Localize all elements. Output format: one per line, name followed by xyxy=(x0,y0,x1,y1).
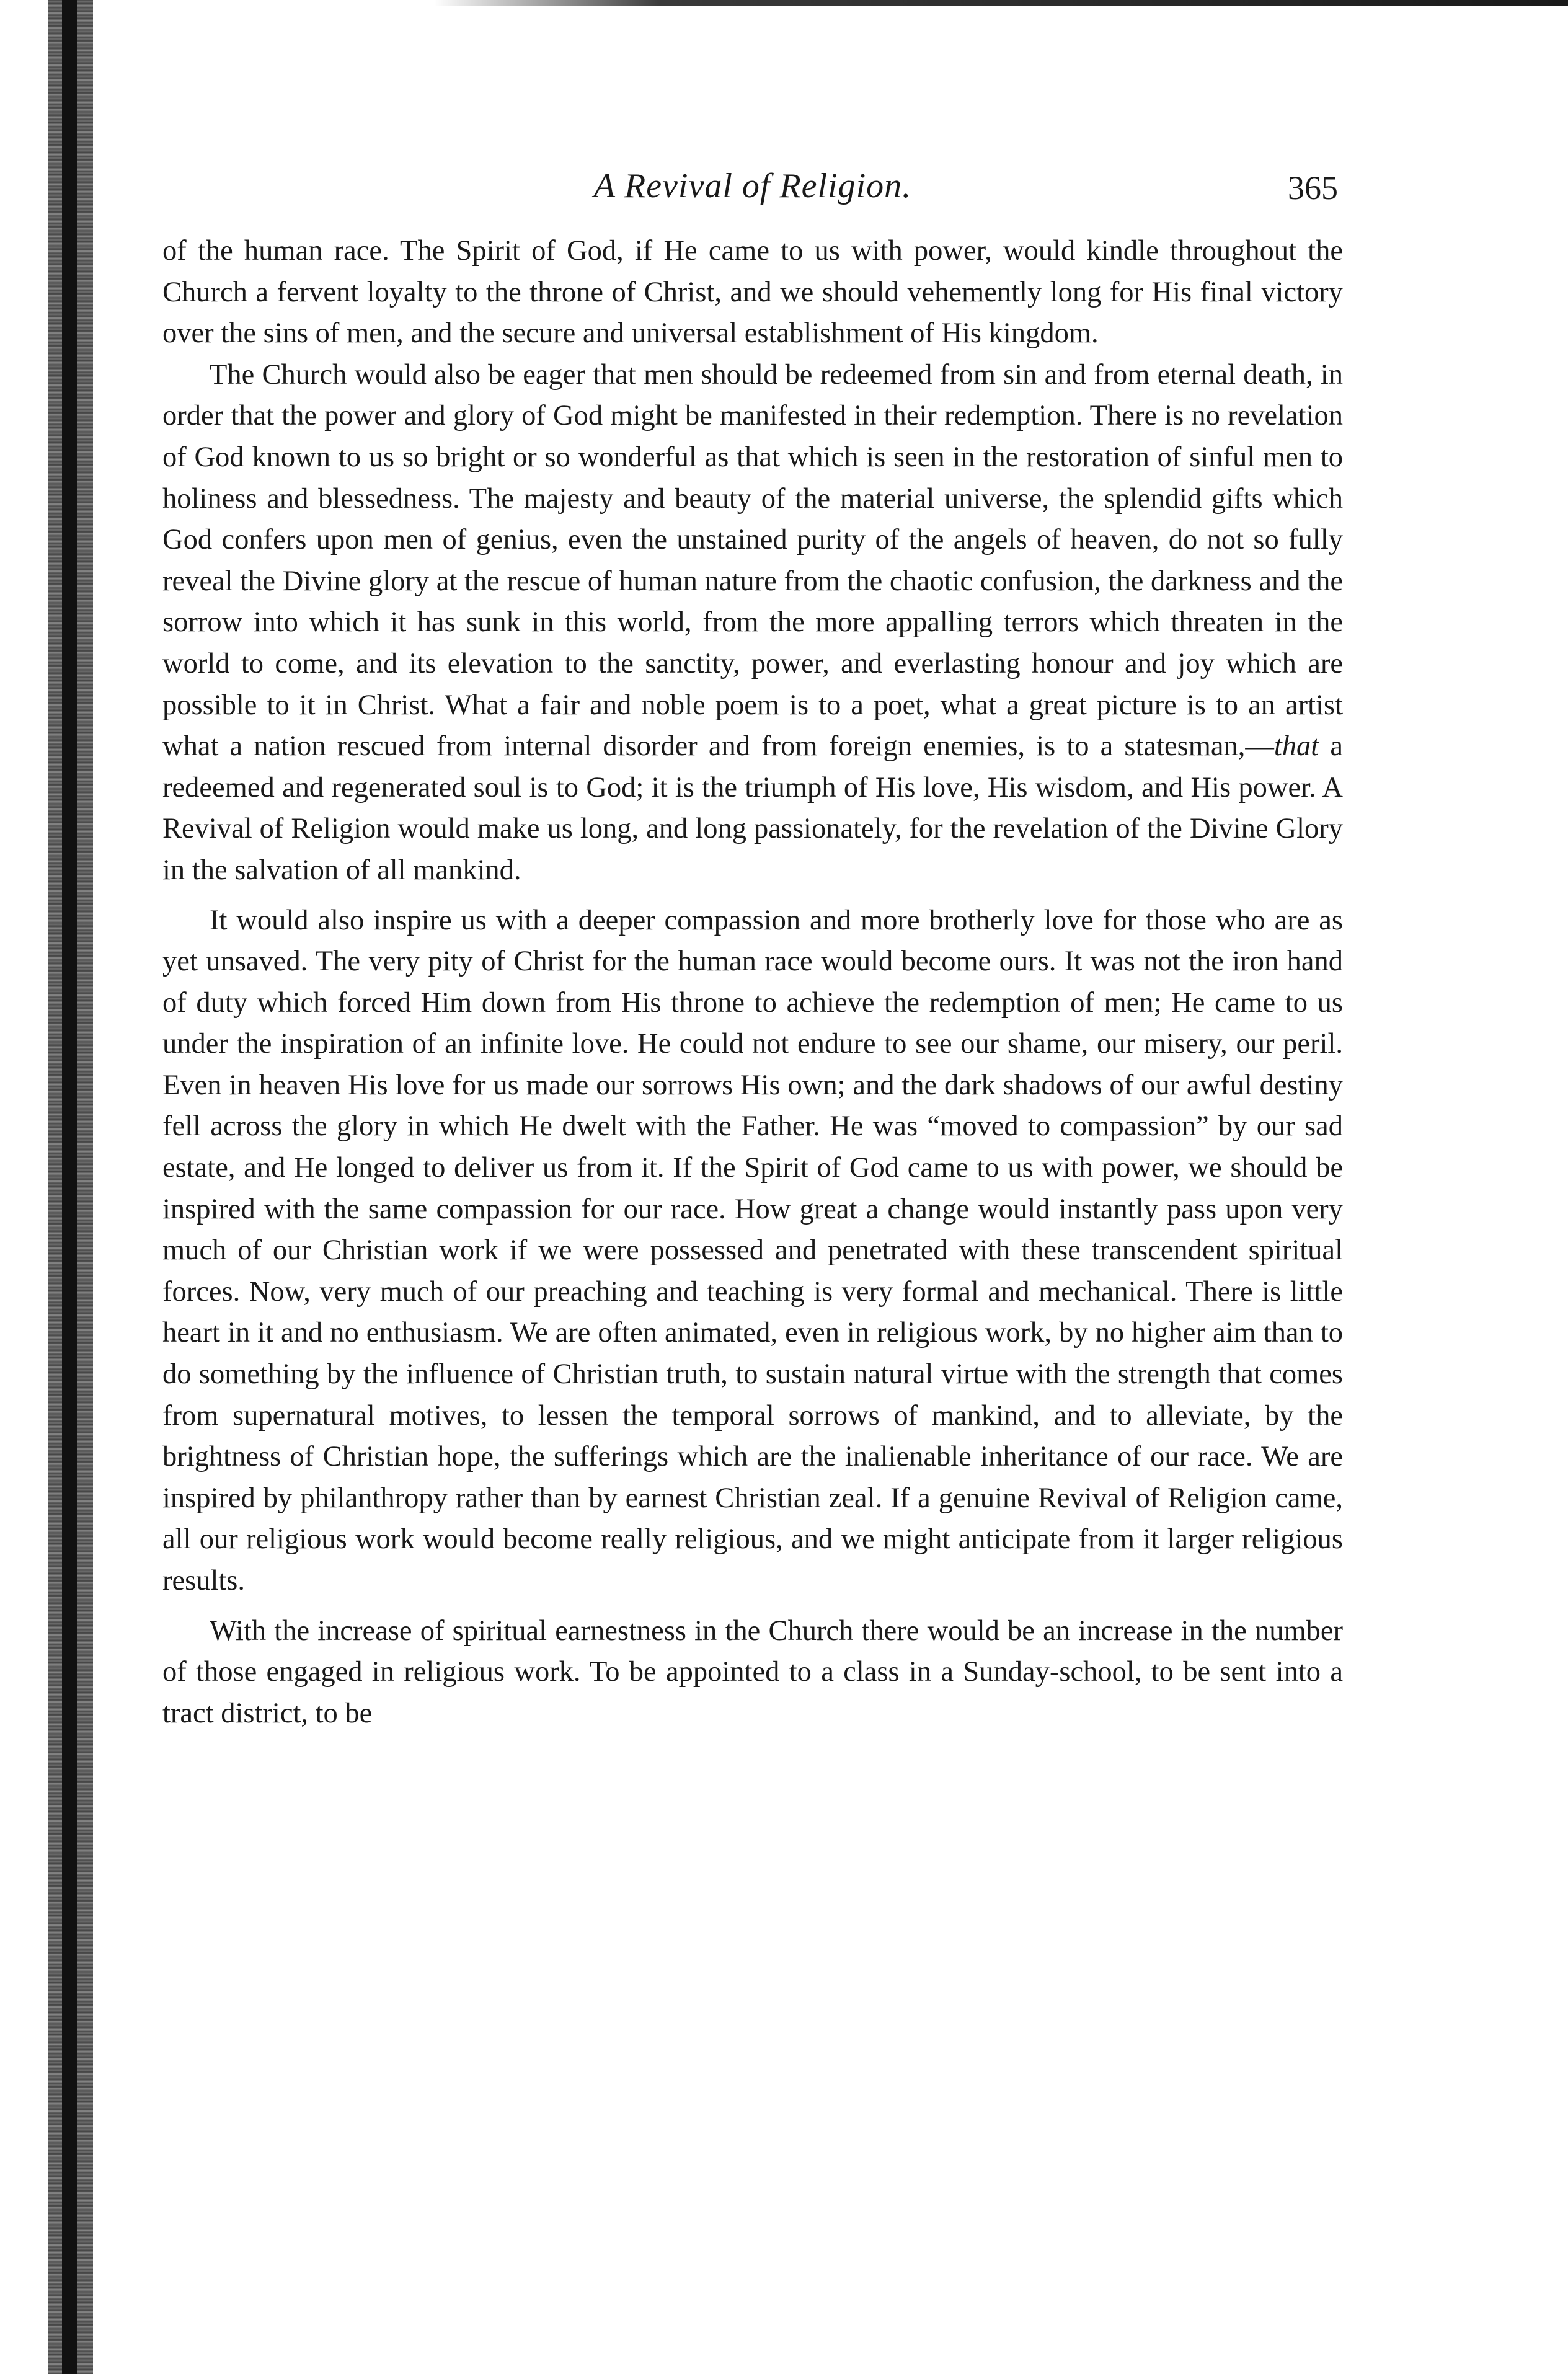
scan-binding-shadow xyxy=(62,0,77,2374)
paragraph-text: The Church would also be eager that men should be redeemed from sin and from eternal death, in order that the power and glory of God might be manifested in their redemption. There is no revelation of God known to us so bright or so wonderful as that which is seen in the restoration of sinful men to holiness and blessedness. The majesty and beauty of the material universe, the splendid gifts which God confers upon men of genius, even the unstained purity of the angels of heaven, do not so fully reveal the Divine glory at the rescue of human nature from the chaotic confusion, the darkness and the sorrow into which it has sunk in this world, from the more appalling terrors which threaten in the world to come, and its elevation to the sanctity, power, and everlasting honour and joy which are possible to it in Christ. What a fair and noble poem is to a poet, what a great picture is to an artist what a nation rescued from internal disorder and from foreign enemies, is to a statesman,— xyxy=(162,358,1343,763)
paragraph-divine-glory xyxy=(162,355,1343,892)
page-number: 365 xyxy=(1288,169,1338,206)
paragraph-text: of the human race. The Spirit of God, if He came to us with power, would kindle throughout the Church a fervent loyalty to the throne of Christ, and we should vehemently long for His final victory over the sins of men, and the secure and universal establishment of His kingdom. xyxy=(162,235,1343,350)
paragraph-text: It would also inspire us with a deeper compassion and more brotherly love for those who are as yet unsaved. The very pity of Christ for the human race would become ours. It was not the iron hand of duty which forced Him down from His throne to achieve the redemption of men; He came to us under the inspiration of an infinite love. He could not endure to see our shame, our misery, our peril. Even in heaven His love for us made our sorrows His own; and the dark shadows of our awful destiny fell across the glory in which He dwelt with the Father. He was “moved to compassion” by our sad estate, and He longed to deliver us from it. If the Spirit of God came to us with power, we should be inspired with the same compassion for our race. How great a change would instantly pass upon very much of our Christian work if we were possessed and penetrated with these transcendent spiritual forces. Now, very much of our preaching and teaching is very formal and mechanical. There is little heart in it and no enthusiasm. We are often animated, even in religious work, by no higher aim than to do something by the influence of Christian truth, to sustain natural virtue with the strength that comes from supernatural motives, to lessen the temporal sorrows of mankind, and to alleviate, by the brightness of Christian hope, the sufferings which are the inalienable inheritance of our race. We are inspired by philanthropy rather than by earnest Christian zeal. If a genuine Revival of Religion came, all our religious work would become really religious, and we might anticipate from it larger religious results. xyxy=(162,904,1343,1597)
paragraph-continuation xyxy=(162,231,1343,355)
running-head xyxy=(162,166,1343,219)
book-page xyxy=(162,166,1343,1734)
running-title: A Revival of Religion. xyxy=(593,167,912,205)
paragraph-compassion xyxy=(162,900,1343,1602)
paragraph-text: With the increase of spiritual earnestness in the Church there would be an increase in the number of those engaged in religious work. To be appointed to a class in a Sunday-school, to be sent into a tract district, to be xyxy=(162,1614,1343,1729)
italic-word: that xyxy=(1273,730,1319,763)
scan-top-edge xyxy=(434,0,1568,6)
paragraph-religious-work xyxy=(162,1611,1343,1735)
body-text xyxy=(162,231,1343,1734)
paragraph-text-after: a redeemed and regenerated soul is to God; it is the triumph of His love, His wisdom, and His power. A Revival of Religion would make us long, and long passionately, for the revelation of the Divine Glory in the salvation of all mankind. xyxy=(162,730,1343,886)
